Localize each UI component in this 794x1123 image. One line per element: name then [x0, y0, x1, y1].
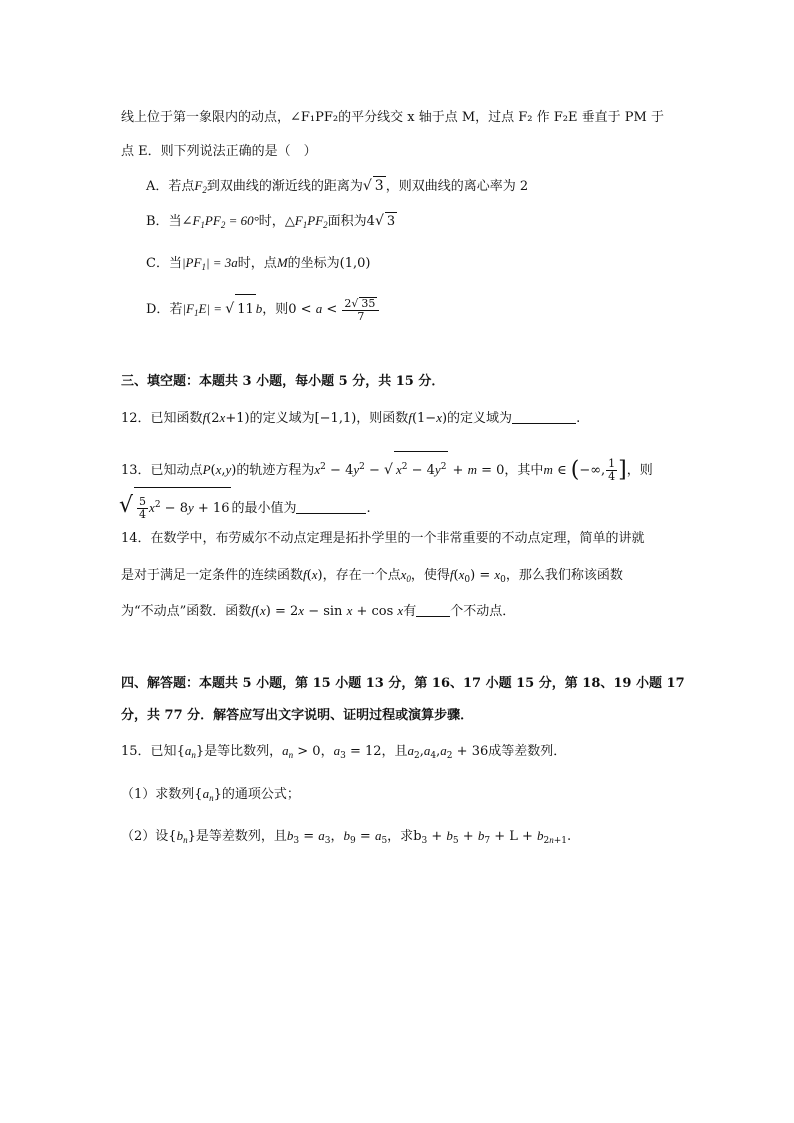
option-c	[146, 254, 371, 276]
option-a-text-1: 若点	[168, 179, 195, 194]
math-seq-bn: $\{b_n\}$	[168, 828, 196, 845]
q14-text-3a: 为“不动点”函数．函数	[121, 604, 252, 619]
q12-text-2: 的定义域为	[249, 411, 315, 426]
option-b	[146, 212, 397, 234]
q14-text-3b: 有	[403, 604, 417, 619]
option-b-label: B．	[146, 214, 169, 229]
q15-part-2-text-4: ，求	[387, 829, 414, 844]
math-x0: $x_0$	[400, 567, 411, 584]
q15-text-3: ，	[320, 744, 334, 759]
math-f-1-minus-x: f(1−x)	[408, 410, 448, 426]
question-14-line-3	[121, 602, 515, 621]
q15-part-1-tail: 的通项公式；	[221, 787, 300, 802]
option-b-text-1: 当	[168, 214, 182, 229]
math-abs-f1e: $|F_1E|$ =	[182, 301, 226, 318]
question-15-part-1	[121, 785, 300, 807]
question-13-line-2: √ $\frac{5}{4}$ $x^2 - 8y + 16$ 的最小值为 .	[119, 487, 371, 524]
q13-text-3: ，其中	[504, 463, 544, 478]
math-f-2x-plus-1: f(2x+1)	[202, 410, 250, 426]
math-p-x-y: P	[202, 462, 211, 477]
option-c-text-1: 当	[168, 256, 182, 271]
q15-text-1: 已知	[150, 744, 177, 759]
q14-answer-blank[interactable]	[416, 603, 450, 617]
math-an-positive: $a_n > 0$	[282, 743, 321, 760]
q15-text-4: ，且	[381, 744, 408, 759]
section-3-heading: 三、填空题：本题共 3 小题，每小题 5 分，共 15 分．	[121, 374, 445, 389]
q15-part-1-text: 求数列	[155, 787, 195, 802]
math-m: M	[276, 255, 288, 270]
q15-part-2-text-1: 设	[155, 829, 169, 844]
math-f-x0-eq-x0: $f(x_0) = x_0$	[449, 567, 506, 585]
option-b-text-3: 面积为	[327, 214, 367, 229]
q14-text-2a: 是对于满足一定条件的连续函数	[121, 568, 304, 583]
option-d-label: D．	[146, 302, 170, 317]
math-point-1-0: (1,0)	[339, 256, 371, 271]
q15-part-2-text-3: ，	[330, 829, 344, 844]
math-interval-neg1-1: [−1,1)	[314, 411, 357, 426]
q12-number: 12．	[121, 411, 151, 426]
q13-text-1: 已知动点	[150, 463, 203, 478]
q15-part-2-label: （2）	[121, 829, 156, 844]
math-arith-terms: $a_2,a_4,a_2 + 36$	[407, 743, 489, 761]
option-d-text-2: ，则	[262, 302, 289, 317]
math-abs-pf1: $|PF_1| = 3a$	[181, 255, 238, 272]
math-angle-f1pf2: $\angle F_1PF_2 = 60^\circ$	[181, 213, 259, 230]
q13-number: 13．	[121, 463, 151, 478]
option-a-text-2: 到双曲线的渐近线的距离为	[206, 179, 363, 194]
q15-part-1-label: （1）	[121, 787, 156, 802]
q15-text-5: 成等差数列．	[488, 744, 567, 759]
q15-part-2-text-2: 是等差数列，且	[195, 829, 287, 844]
option-a	[146, 176, 528, 199]
q12-text-3: ，则函数	[356, 411, 409, 426]
q13-text-5: 的最小值为	[231, 501, 297, 516]
section-4-heading-line-1: 四、解答题：本题共 5 小题，第 15 小题 13 分，第 16、17 小题 15 分，第 18、19 小题 17	[121, 676, 685, 691]
option-c-text-3: 的坐标为	[287, 256, 340, 271]
q12-answer-blank[interactable]	[512, 410, 576, 424]
math-f2: $F_2$	[194, 178, 207, 195]
question-15	[121, 742, 566, 765]
math-b9-eq-a5: $b_9 = a_5$	[343, 828, 388, 846]
math-m-range: m ∈ (−∞, $\frac{1}{4}$ ]	[543, 457, 627, 483]
math-sqrt-expression: √ $\frac{5}{4}$ $x^2 - 8y + 16$	[119, 501, 231, 516]
q14-text-2d: ，那么我们称该函数	[505, 568, 623, 583]
math-b3-eq-a3: $b_3 = a_3$	[286, 828, 331, 846]
option-c-text-2: 时，点	[237, 256, 277, 271]
q15-text-2: 是等比数列，	[204, 744, 283, 759]
math-seq-an-2: $\{a_n\}$	[194, 786, 222, 803]
q15-number: 15．	[121, 744, 151, 759]
q14-text-2c: ，使得	[410, 568, 450, 583]
math-a3-eq-12: $a_3 = 12$	[333, 743, 382, 761]
option-d: D．若$|F_1E|$ = √ 11 b，则0 < a < $\frac{2√ 35}{7}$	[146, 294, 380, 328]
q13-answer-blank[interactable]	[296, 500, 366, 514]
question-15-part-2: （2）设$\{b_n\}$是等差数列，且$b_3 = a_3$，$b_9 = a_5$，求$b_3 + b_5 + b_7 + L + b_{2n+1}$.	[121, 828, 572, 846]
section-4-heading-line-2: 分，共 77 分．解答应写出文字说明、证明过程或演算步骤．	[121, 708, 474, 723]
question-continued-line-1: 线上位于第一象限内的动点，∠F₁PF₂的平分线交 x 轴于点 M，过点 F₂ 作 F₂E 垂直于 PM 于	[121, 110, 664, 125]
math-f-x: f(x)	[303, 567, 323, 583]
q14-text-2b: ，存在一个点	[322, 568, 401, 583]
question-12: 12．已知函数f(2x+1)的定义域为[−1,1)，则函数f(1−x)的定义域为 .	[121, 410, 581, 426]
q14-text-3c: 个不动点．	[450, 604, 516, 619]
math-triangle: $\triangle F_1PF_2$	[284, 213, 328, 230]
math-inequality: 0 < a < $\frac{2√ 35}{7}$	[288, 302, 380, 317]
q13-text-2: 的轨迹方程为	[236, 463, 315, 478]
math-p-args: (x,y)	[210, 462, 237, 478]
math-4sqrt3: 4√ 3	[366, 213, 396, 229]
math-function-def: f(x) = 2x − sin x + cos x	[251, 603, 404, 619]
option-b-text-2: 时，	[258, 214, 285, 229]
math-sqrt-3: √ 3	[362, 178, 384, 194]
question-continued-line-2: 点 E．则下列说法正确的是（ ）	[121, 144, 317, 159]
math-trajectory-equation: $x^2 - 4y^2$ − √ $x^2 - 4y^2 + m = 0$	[314, 463, 504, 478]
option-a-text-3: ，则双曲线的离心率为 2	[385, 179, 529, 194]
option-c-label: C．	[146, 256, 169, 271]
math-sqrt-11b: √ 11	[225, 301, 255, 317]
question-14-line-2	[121, 566, 623, 589]
q12-text-4: 的定义域为	[447, 411, 513, 426]
question-13	[121, 451, 653, 486]
option-a-label: A．	[146, 179, 169, 194]
question-14-line-1: 14．在数学中，布劳威尔不动点定理是拓扑学里的一个非常重要的不动点定理，简单的讲就	[121, 531, 645, 546]
math-seq-an: $\{a_n\}$	[176, 743, 205, 760]
q12-text-1: 已知函数	[150, 411, 203, 426]
q13-text-4: ，则	[626, 463, 653, 478]
option-d-text-1: 若	[169, 302, 183, 317]
math-b-sum: $b_3 + b_5 + b_7 + L + b_{2n+1}$	[413, 828, 568, 846]
